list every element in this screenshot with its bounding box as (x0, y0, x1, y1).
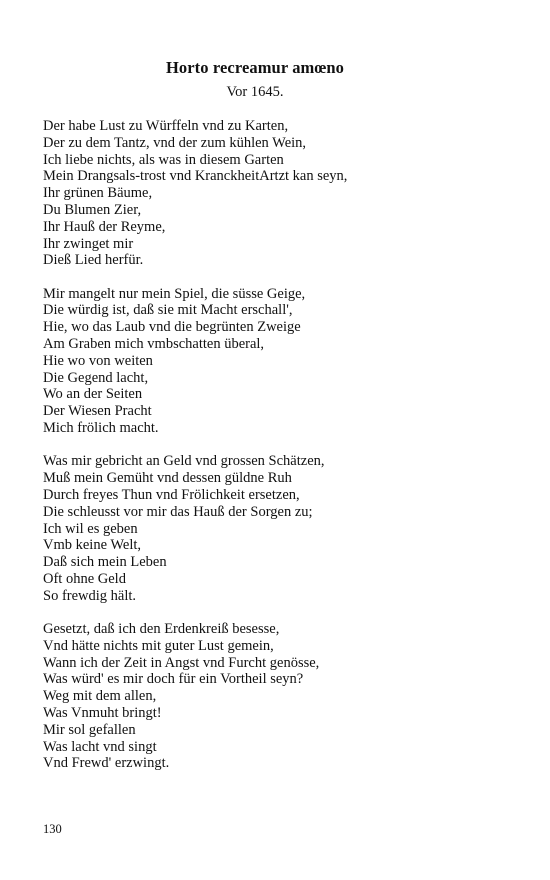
verse-line: Ich wil es geben (43, 520, 138, 537)
verse-line: Der Wiesen Pracht (43, 403, 152, 420)
verse-line: Hie, wo das Laub vnd die begrünten Zweige (43, 319, 301, 336)
verse-line: Mein Drangsals-trost vnd KranckheitArtzt kan seyn, (43, 168, 348, 185)
verse-line: Durch freyes Thun vnd Frölichkeit ersetzen, (43, 486, 300, 503)
verse-line: Dieß Lied herfür. (43, 252, 144, 269)
verse-line: So frewdig hält. (43, 587, 137, 604)
verse-line: Am Graben mich vmbschatten überal, (43, 336, 265, 353)
poem-date: Vor 1645. (226, 84, 284, 100)
poem-body (43, 118, 513, 789)
verse-line: Gesetzt, daß ich den Erdenkreiß besesse, (43, 621, 280, 638)
stanza-4 (43, 621, 513, 772)
verse-line: Muß mein Gemüht vnd dessen güldne Ruh (43, 470, 292, 487)
verse-line: Ich liebe nichts, als was in diesem Garten (43, 151, 284, 168)
verse-line: Vnd hätte nichts mit guter Lust gemein, (43, 637, 274, 654)
verse-line: Was lacht vnd singt (43, 738, 157, 755)
verse-line: Was Vnmuht bringt! (43, 705, 162, 721)
verse-line: Ihr Hauß der Reyme, (43, 218, 166, 235)
verse-line: Weg mit dem allen, (43, 688, 157, 705)
verse-line: Vnd Frewd' erzwingt. (43, 755, 170, 772)
verse-line: Was würd' es mir doch für ein Vortheil seyn? (43, 671, 304, 688)
verse-line: Was mir gebricht an Geld vnd grossen Schätzen, (43, 453, 325, 470)
stanza-2 (43, 286, 513, 437)
verse-line: Ihr zwinget mir (43, 235, 134, 252)
verse-line: Ihr grünen Bäume, (43, 185, 153, 202)
verse-line: Du Blumen Zier, (43, 201, 142, 218)
verse-line: Vmb keine Welt, (43, 537, 142, 554)
stanza-3 (43, 453, 513, 604)
verse-line: Die würdig ist, daß sie mit Macht erschall', (43, 302, 293, 319)
verse-line: Daß sich mein Leben (43, 554, 167, 571)
verse-line: Hie wo von weiten (43, 352, 153, 369)
verse-line: Die Gegend lacht, (43, 369, 149, 386)
verse-line: Wo an der Seiten (43, 386, 143, 403)
stanza-1 (43, 118, 513, 269)
verse-line: Wann ich der Zeit in Angst vnd Furcht genösse, (43, 654, 320, 671)
verse-line: Mir mangelt nur mein Spiel, die süsse Geige, (43, 285, 306, 302)
page-number: 130 (43, 822, 62, 836)
poem-title: Horto recreamur amœno (165, 58, 345, 77)
verse-line: Der habe Lust zu Würffeln vnd zu Karten, (43, 118, 289, 134)
verse-line: Der zu dem Tantz, vnd der zum kühlen Wein, (43, 134, 307, 151)
verse-line: Oft ohne Geld (43, 570, 126, 587)
verse-line: Die schleusst vor mir das Hauß der Sorgen zu; (43, 503, 313, 520)
verse-line: Mir sol gefallen (43, 721, 136, 738)
verse-line: Mich frölich macht. (43, 420, 159, 437)
